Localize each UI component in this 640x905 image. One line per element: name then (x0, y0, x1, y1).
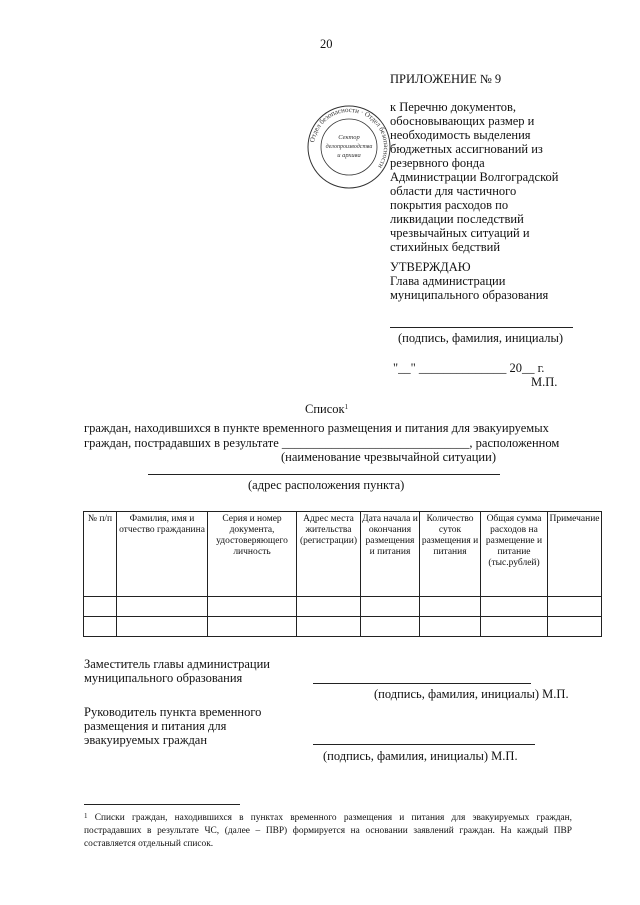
table-header-cell: Адрес места жительства (регистрации) (297, 512, 361, 597)
appendix-line: обосновывающих размер и (390, 114, 535, 128)
appendix-line: к Перечню документов, (390, 100, 517, 114)
appendix-line: покрытия расходов по (390, 198, 509, 212)
appendix-line: бюджетных ассигнований из (390, 142, 543, 156)
head-signature-line (313, 744, 535, 745)
head-signature-caption: (подпись, фамилия, инициалы) М.П. (323, 749, 518, 763)
table-row (84, 617, 602, 637)
approve-date-line: "__" ______________ 20__ г. (393, 361, 545, 375)
table-header-cell: Фамилия, имя и отчество гражданина (117, 512, 208, 597)
svg-text:Сектор: Сектор (338, 134, 360, 141)
table-cell (208, 617, 297, 637)
appendix-line: резервного фонда (390, 156, 485, 170)
approve-line1: Глава администрации (390, 274, 506, 288)
table-header-cell: Примечание (548, 512, 602, 597)
approve-signature-caption: (подпись, фамилия, инициалы) (398, 331, 564, 345)
head-title-line1: Руководитель пункта временного (84, 705, 262, 719)
list-title (305, 402, 348, 416)
deputy-signature-caption: (подпись, фамилия, инициалы) М.П. (374, 687, 569, 701)
table-cell (420, 597, 481, 617)
table-cell (361, 617, 420, 637)
table-cell (297, 617, 361, 637)
appendix-text (390, 100, 590, 254)
deputy-signature-line (313, 683, 531, 684)
appendix-line: чрезвычайных ситуаций и (390, 226, 530, 240)
svg-text:Отдел безопасности · Отдел без: Отдел безопасности · Отдел безопасности (308, 105, 391, 170)
table-header-cell: Количество суток размещения и питания (420, 512, 481, 597)
table-header-cell: Общая сумма расходов на размещение и питание (тыс.рублей) (481, 512, 548, 597)
deputy-title-line1: Заместитель главы администрации (84, 657, 270, 671)
page-number: 20 (320, 37, 333, 51)
address-caption: (адрес расположения пункта) (248, 478, 405, 492)
table-cell (481, 597, 548, 617)
appendix-title: ПРИЛОЖЕНИЕ № 9 (390, 72, 502, 86)
table-cell (208, 597, 297, 617)
emergency-caption: (наименование чрезвычайной ситуации) (281, 450, 496, 464)
footnote (84, 812, 572, 851)
office-stamp (306, 104, 392, 190)
list-title-text: Список (305, 402, 345, 416)
appendix-line: области для частичного (390, 184, 517, 198)
footnote-separator (84, 804, 240, 805)
appendix-line: необходимость выделения (390, 128, 531, 142)
table-cell (361, 597, 420, 617)
footnote-mark: 1 (84, 812, 88, 820)
residents-table (83, 511, 602, 637)
table-cell (481, 617, 548, 637)
head-title-line2: размещения и питания для (84, 719, 227, 733)
table-cell (297, 597, 361, 617)
deputy-title-line2: муниципального образования (84, 671, 243, 685)
footnote-mark: 1 (344, 403, 349, 411)
table-cell (420, 617, 481, 637)
address-line (148, 474, 500, 475)
appendix-line: Администрации Волгоградской (390, 170, 559, 184)
table-header-cell: Серия и номер документа, удостоверяющего личность (208, 512, 297, 597)
table-cell (84, 597, 117, 617)
table-cell (548, 597, 602, 617)
table-header-row (84, 512, 602, 597)
head-title-line3: эвакуируемых граждан (84, 733, 208, 747)
appendix-line: ликвидации последствий (390, 212, 524, 226)
approve-signature-line (390, 327, 573, 328)
svg-text:делопроизводства: делопроизводства (325, 144, 373, 150)
footnote-text: Списки граждан, находившихся в пунктах временного размещения и питания для эвакуируемых граждан, пострадавших в результате ЧС, (далее – ПВР) формируется на основании заявлений граждан. На каждый ПВР составляется отдельный список. (84, 813, 572, 849)
table-cell (84, 617, 117, 637)
approve-title: УТВЕРЖДАЮ (390, 260, 471, 274)
table-header-cell: № п/п (84, 512, 117, 597)
approve-line2: муниципального образования (390, 288, 549, 302)
table-cell (117, 597, 208, 617)
svg-text:и архива: и архива (337, 152, 361, 159)
heading-line2: граждан, пострадавших в результате ______________________________, расположенном (84, 436, 560, 450)
appendix-line: стихийных бедствий (390, 240, 501, 254)
approve-seal: М.П. (531, 375, 558, 389)
table-cell (117, 617, 208, 637)
table-cell (548, 617, 602, 637)
table-header-cell: Дата начала и окончания размещения и питания (361, 512, 420, 597)
table-row (84, 597, 602, 617)
heading-line1: граждан, находившихся в пункте временного размещения и питания для эвакуируемых (84, 421, 549, 435)
